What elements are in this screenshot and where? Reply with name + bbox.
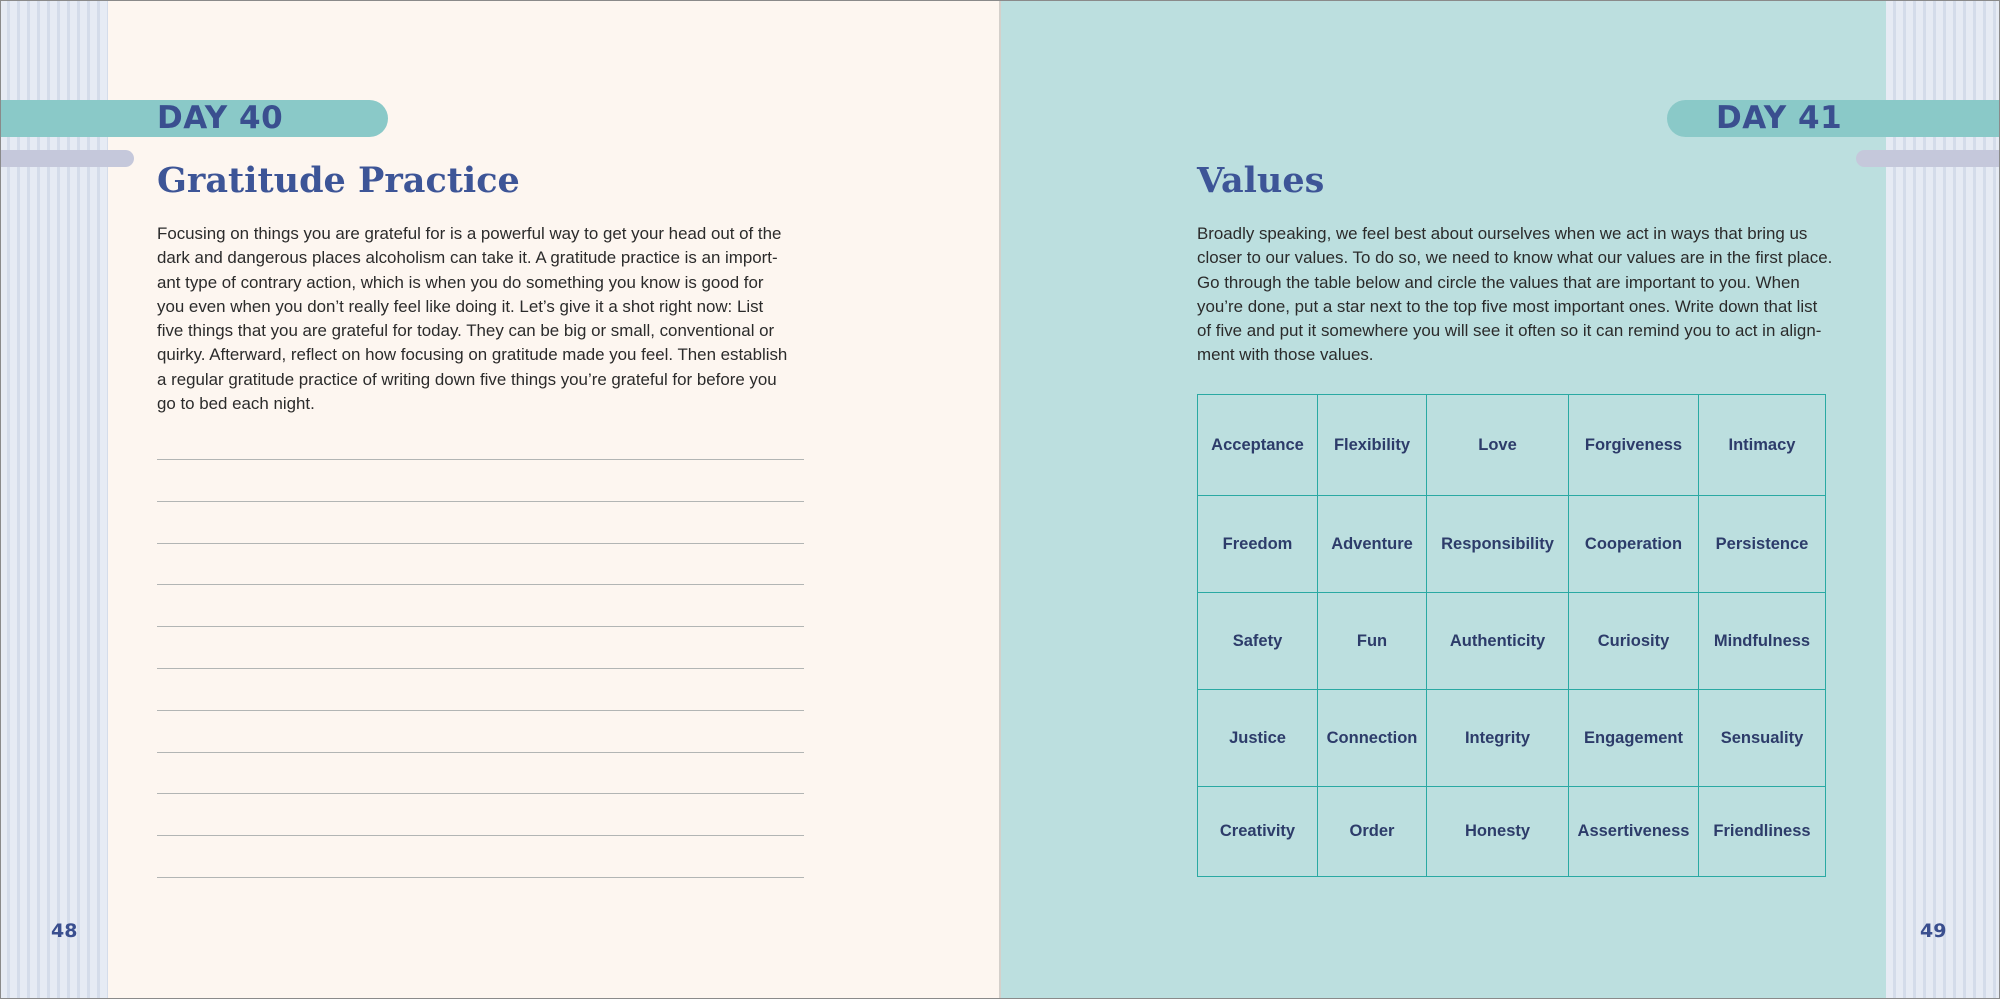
body-line: closer to our values. To do so, we need to know what our values are in the first place. xyxy=(1197,248,1833,268)
value-cell[interactable]: Fun xyxy=(1318,593,1427,690)
writing-line[interactable] xyxy=(157,584,804,585)
body-line: Go through the table below and circle the values that are important to you. When xyxy=(1197,272,1800,292)
writing-line[interactable] xyxy=(157,543,804,544)
value-cell[interactable]: Adventure xyxy=(1318,496,1427,593)
value-cell[interactable]: Connection xyxy=(1318,690,1427,787)
value-cell[interactable]: Cooperation xyxy=(1569,496,1699,593)
writing-line[interactable] xyxy=(157,668,804,669)
body-line: you even when you don’t really feel like doing it. Let’s give it a shot right now: List xyxy=(157,296,764,316)
value-cell[interactable]: Love xyxy=(1427,395,1569,496)
value-cell[interactable]: Flexibility xyxy=(1318,395,1427,496)
book-gutter xyxy=(999,0,1001,999)
writing-line[interactable] xyxy=(157,459,804,460)
left-page-body xyxy=(157,222,807,416)
body-line: you’re done, put a star next to the top five most important ones. Write down that list xyxy=(1197,296,1818,316)
left-day-label: DAY 40 xyxy=(157,100,284,136)
body-line: dark and dangerous places alcoholism can take it. A gratitude practice is an import- xyxy=(157,248,778,268)
value-cell[interactable]: Responsibility xyxy=(1427,496,1569,593)
value-cell[interactable]: Persistence xyxy=(1699,496,1826,593)
value-cell[interactable]: Freedom xyxy=(1198,496,1318,593)
writing-line[interactable] xyxy=(157,835,804,836)
value-cell[interactable]: Mindfulness xyxy=(1699,593,1826,690)
right-page-body xyxy=(1197,222,1847,368)
writing-line[interactable] xyxy=(157,752,804,753)
body-line: Broadly speaking, we feel best about ourselves when we act in ways that bring us xyxy=(1197,224,1808,243)
body-line: of five and put it somewhere you will see it often so it can remind you to act in align- xyxy=(1197,321,1822,341)
value-cell[interactable]: Justice xyxy=(1198,690,1318,787)
writing-line[interactable] xyxy=(157,501,804,502)
body-line: five things that you are grateful for today. They can be big or small, conventional or xyxy=(157,321,775,341)
value-cell[interactable]: Creativity xyxy=(1198,787,1318,877)
value-cell[interactable]: Intimacy xyxy=(1699,395,1826,496)
values-table xyxy=(1197,394,1826,877)
right-accent-bar xyxy=(1856,150,2000,167)
writing-line[interactable] xyxy=(157,793,804,794)
writing-line[interactable] xyxy=(157,710,804,711)
writing-line[interactable] xyxy=(157,626,804,627)
value-cell[interactable]: Sensuality xyxy=(1699,690,1826,787)
value-cell[interactable]: Friendliness xyxy=(1699,787,1826,877)
body-line: Focusing on things you are grateful for is a powerful way to get your head out of the xyxy=(157,224,782,243)
right-day-label: DAY 41 xyxy=(1716,100,1843,136)
body-line: a regular gratitude practice of writing down five things you’re grateful for before you xyxy=(157,369,777,389)
value-cell[interactable]: Integrity xyxy=(1427,690,1569,787)
right-page-title: Values xyxy=(1197,160,1325,201)
value-cell[interactable]: Assertiveness xyxy=(1569,787,1699,877)
table-row xyxy=(1198,395,1826,496)
left-page-title: Gratitude Practice xyxy=(157,160,520,201)
left-accent-bar xyxy=(0,150,134,167)
value-cell[interactable]: Safety xyxy=(1198,593,1318,690)
left-page-number: 48 xyxy=(51,920,78,942)
table-row xyxy=(1198,787,1826,877)
value-cell[interactable]: Forgiveness xyxy=(1569,395,1699,496)
table-row xyxy=(1198,593,1826,690)
body-line: go to bed each night. xyxy=(157,394,315,414)
writing-line[interactable] xyxy=(157,877,804,878)
right-page xyxy=(1000,0,2000,999)
body-line: quirky. Afterward, reflect on how focusing on gratitude made you feel. Then establish xyxy=(157,345,788,365)
value-cell[interactable]: Authenticity xyxy=(1427,593,1569,690)
value-cell[interactable]: Honesty xyxy=(1427,787,1569,877)
value-cell[interactable]: Order xyxy=(1318,787,1427,877)
value-cell[interactable]: Engagement xyxy=(1569,690,1699,787)
value-cell[interactable]: Acceptance xyxy=(1198,395,1318,496)
table-row xyxy=(1198,496,1826,593)
right-page-number: 49 xyxy=(1920,920,1947,942)
table-row xyxy=(1198,690,1826,787)
value-cell[interactable]: Curiosity xyxy=(1569,593,1699,690)
body-line: ant type of contrary action, which is when you do something you know is good for xyxy=(157,272,764,292)
body-line: ment with those values. xyxy=(1197,345,1374,365)
